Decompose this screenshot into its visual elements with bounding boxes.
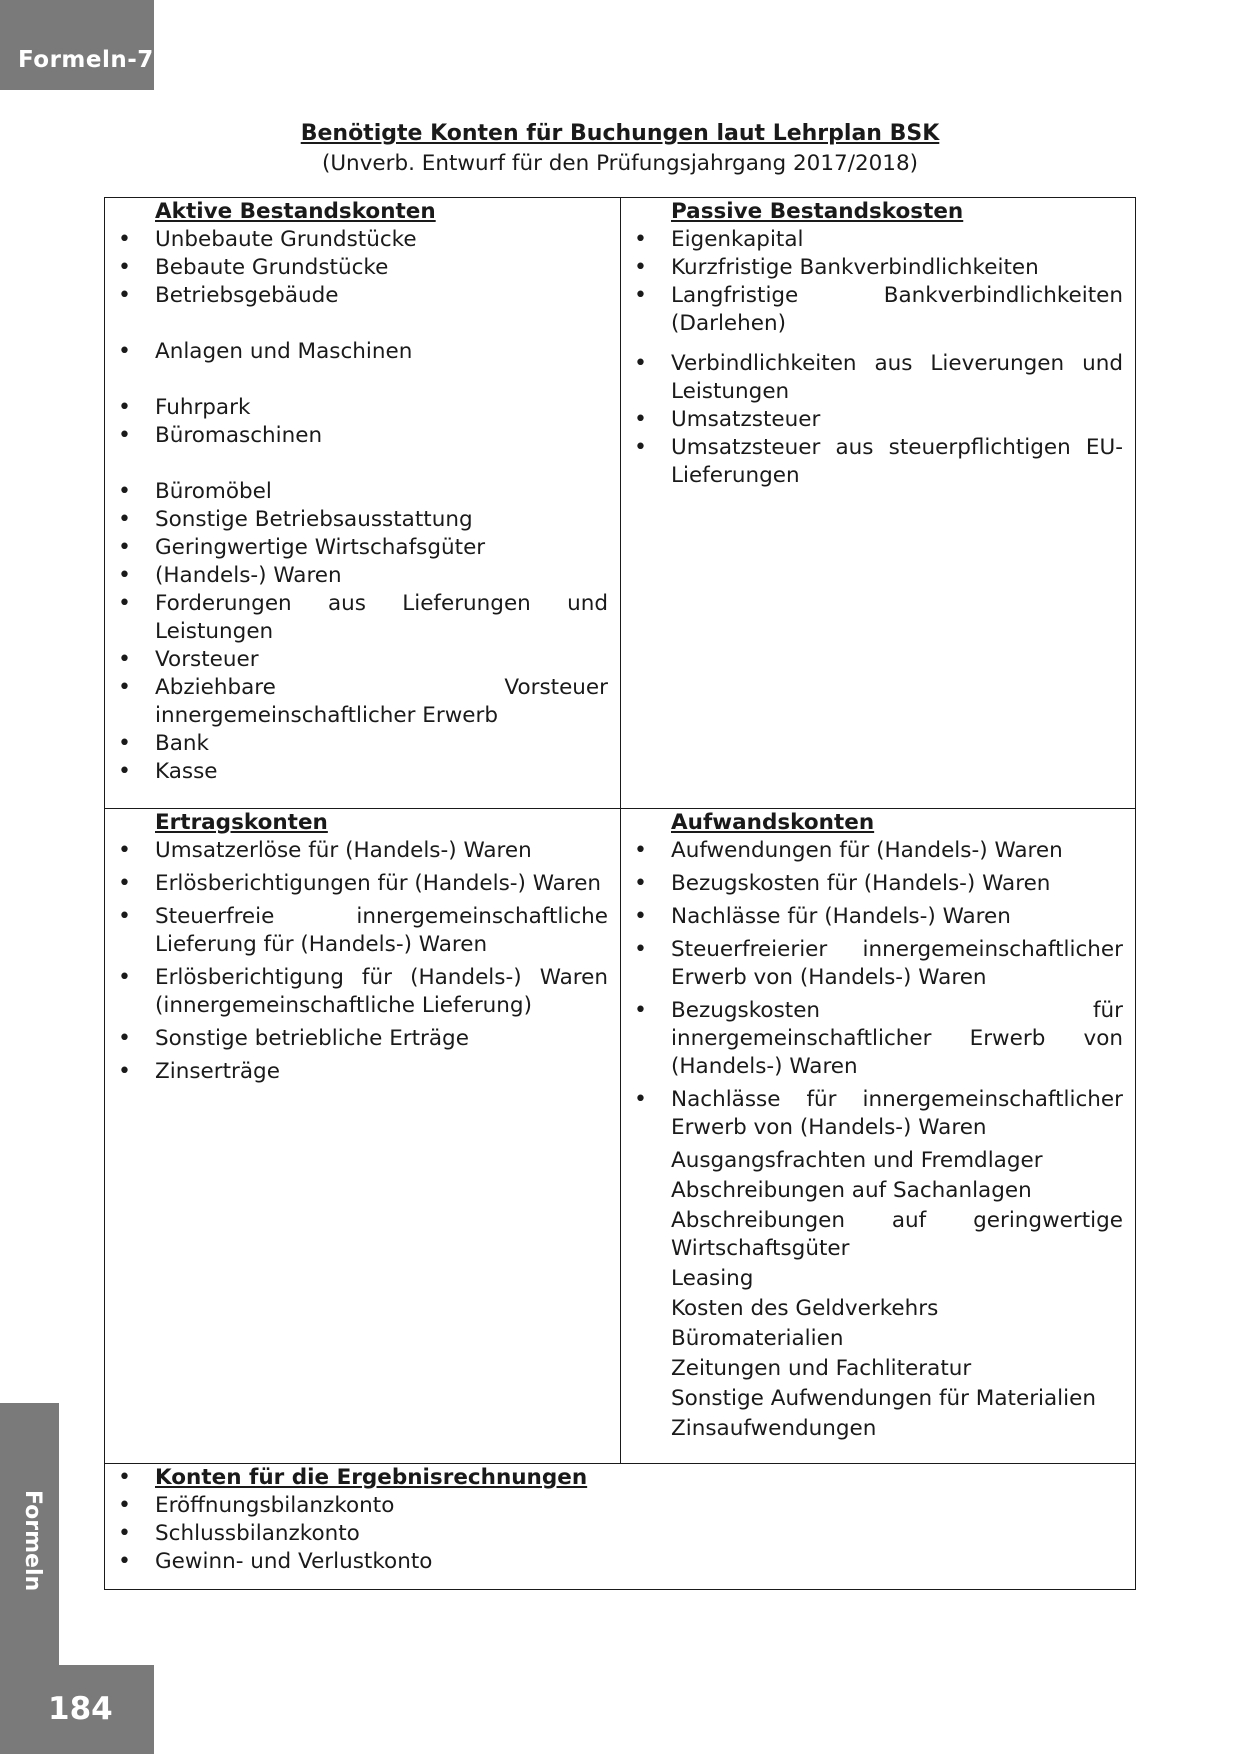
list-item: Kosten des Geldverkehrs (671, 1296, 939, 1321)
list-item: • Langfristige Bankverbindlichkeiten (Darlehen) (621, 282, 1123, 338)
accounts-table (104, 197, 1136, 1590)
aktive-heading: Aktive Bestandskonten (155, 199, 436, 224)
ertrag-list (105, 837, 608, 1086)
passive-list (621, 226, 1123, 490)
list-item: • Zinserträge (105, 1058, 608, 1086)
list-item: • Gewinn- und Verlustkonto (105, 1548, 1123, 1576)
list-item: • Umsatzsteuer (621, 406, 1123, 434)
list-item: • Eröffnungsbilanzkonto (105, 1492, 1123, 1520)
list-item: • Betriebsgebäude (105, 282, 608, 310)
list-item: • Erlösberichtigungen für (Handels-) Waren (105, 870, 608, 898)
chapter-tab-label: Formeln-7 (18, 47, 154, 73)
list-item: • Umsatzerlöse für (Handels-) Waren (105, 837, 608, 865)
side-tab-label: Formeln (20, 1490, 45, 1592)
list-item: • Unbebaute Grundstücke (105, 226, 608, 254)
aufwand-list (621, 837, 1123, 1443)
list-item: • Forderungen aus Lieferungen und Leistungen (105, 590, 608, 646)
passive-heading: Passive Bestandskosten (671, 199, 964, 224)
aktive-list (105, 226, 608, 786)
list-item: Abschreibungen auf geringwertige Wirtschaftsgüter (671, 1208, 1123, 1261)
list-item: • Bebaute Grundstücke (105, 254, 608, 282)
table-row (105, 1463, 1135, 1589)
list-item: • Büromaschinen (105, 422, 608, 450)
table-row (105, 198, 1135, 808)
table-row (105, 808, 1135, 1463)
list-item: • Erlösberichtigung für (Handels-) Waren (innergemeinschaftliche Lieferung) (105, 964, 608, 1020)
list-item: • Kasse (105, 758, 608, 786)
list-item: • Anlagen und Maschinen (105, 338, 608, 366)
list-item: • Vorsteuer (105, 646, 608, 674)
list-item: • Verbindlichkeiten aus Lieverungen und Leistungen (621, 350, 1123, 406)
ergebnis-list (105, 1464, 1123, 1576)
list-item: • (Handels-) Waren (105, 562, 608, 590)
passive-bestandskosten-cell (620, 198, 1135, 808)
list-item: Ausgangsfrachten und Fremdlager (671, 1148, 1043, 1173)
list-item: • Sonstige Betriebsausstattung (105, 506, 608, 534)
ergebnis-cell (105, 1464, 1135, 1589)
list-item: • Steuerfreierier innergemeinschaftlicher Erwerb von (Handels-) Waren (621, 936, 1123, 992)
ertrag-heading: Ertragskonten (155, 810, 328, 835)
list-item: • Bezugskosten für innergemeinschaftlicher Erwerb von (Handels-) Waren (621, 997, 1123, 1081)
list-item: • Kurzfristige Bankverbindlichkeiten (621, 254, 1123, 282)
list-item: Zinsaufwendungen (671, 1416, 877, 1441)
list-item: • Aufwendungen für (Handels-) Waren (621, 837, 1123, 865)
list-item: • Bezugskosten für (Handels-) Waren (621, 870, 1123, 898)
ertragskonten-cell (105, 809, 620, 1463)
aufwand-heading: Aufwandskonten (671, 810, 875, 835)
list-item: • Sonstige betriebliche Erträge (105, 1025, 608, 1053)
aufwandskonten-cell (620, 809, 1135, 1463)
aktive-bestandskonten-cell (105, 198, 620, 808)
list-item: • Steuerfreie innergemeinschaftliche Lieferung für (Handels-) Waren (105, 903, 608, 959)
page-number: 184 (48, 1691, 113, 1727)
page-subtitle: (Unverb. Entwurf für den Prüfungsjahrgang 2017/2018) (321, 151, 919, 176)
list-item: Zeitungen und Fachliteratur (671, 1356, 972, 1381)
list-item: • Bank (105, 730, 608, 758)
list-item: • Nachlässe für innergemeinschaftlicher Erwerb von (Handels-) Waren (621, 1086, 1123, 1142)
page-number-tab (0, 1665, 154, 1754)
list-item: • Büromöbel (105, 478, 608, 506)
page-title: Benötigte Konten für Buchungen laut Lehrplan BSK (300, 121, 940, 146)
list-item: • Abziehbare Vorsteuer innergemeinschaftlicher Erwerb (105, 674, 608, 730)
list-item: • Schlussbilanzkonto (105, 1520, 1123, 1548)
chapter-tab (0, 0, 154, 90)
list-item: • Nachlässe für (Handels-) Waren (621, 903, 1123, 931)
list-item: Sonstige Aufwendungen für Materialien (671, 1386, 1096, 1411)
list-item: • Fuhrpark (105, 394, 608, 422)
list-item: • Geringwertige Wirtschafsgüter (105, 534, 608, 562)
list-item: Büromaterialien (671, 1326, 844, 1351)
list-item: • Eigenkapital (621, 226, 1123, 254)
list-item: Abschreibungen auf Sachanlagen (671, 1178, 1032, 1203)
ergebnis-heading-item (105, 1464, 1123, 1492)
ergebnis-heading: Konten für die Ergebnisrechnungen (155, 1465, 588, 1490)
list-item: Leasing (671, 1266, 754, 1291)
list-item: • Umsatzsteuer aus steuerpflichtigen EU-Lieferungen (621, 434, 1123, 490)
